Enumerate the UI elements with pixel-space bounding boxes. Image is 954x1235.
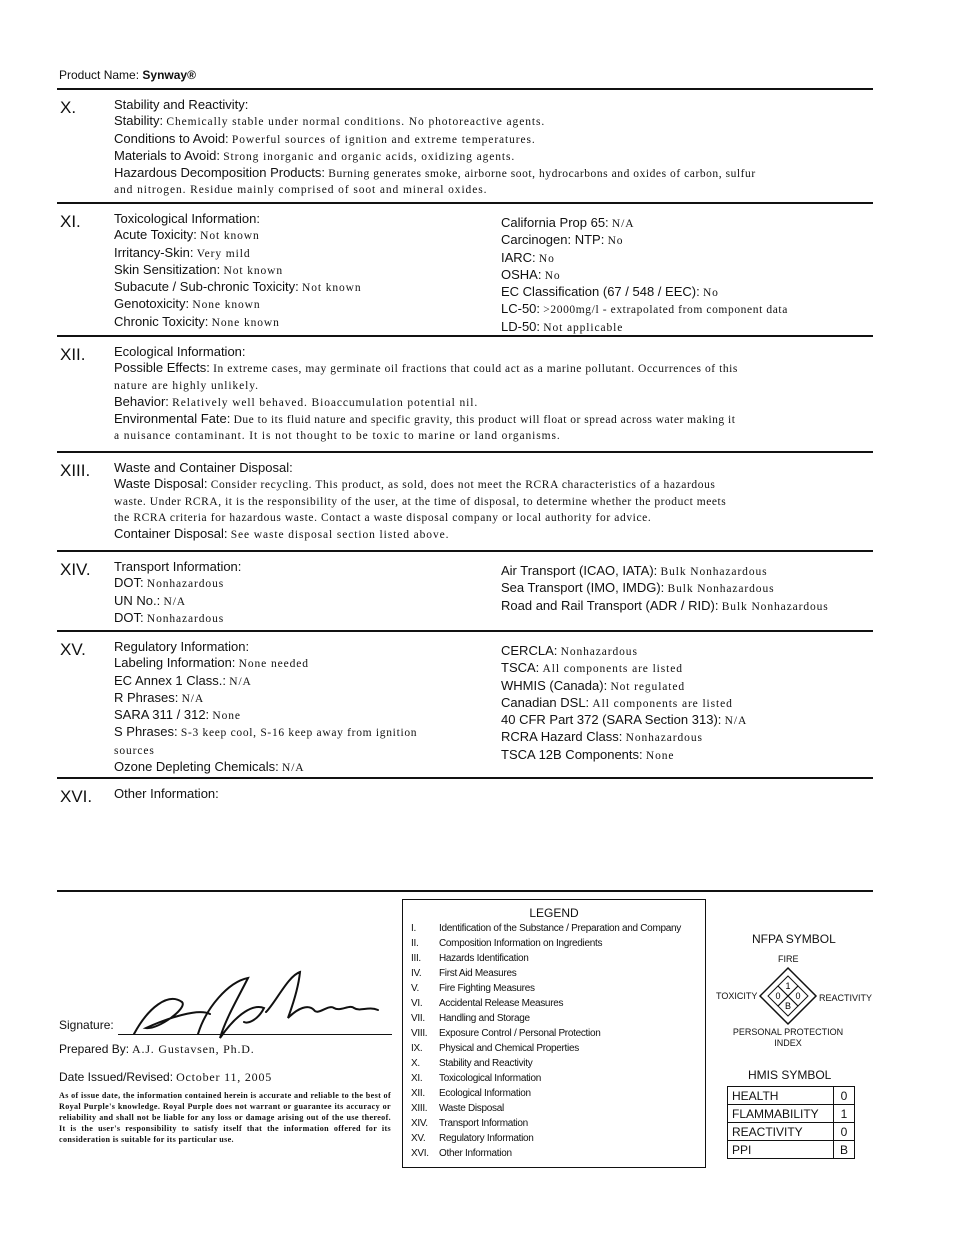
legend-item-number: V.: [411, 983, 419, 994]
field-value: Nonhazardous: [560, 646, 638, 658]
section-number: XI.: [60, 212, 81, 231]
nfpa-fire-value: 1: [785, 981, 791, 991]
section-title: Toxicological Information:: [114, 211, 260, 226]
section-title: Waste and Container Disposal:: [114, 460, 293, 475]
field-value: N/A: [181, 692, 205, 705]
nfpa-diamond-icon: [758, 966, 818, 1026]
legend-item-number: XII.: [411, 1088, 425, 1099]
field-value: Not known: [200, 230, 260, 243]
field-label: DOT:: [114, 609, 144, 625]
field-label: Acute Toxicity:: [114, 227, 197, 243]
hmis-row: [728, 1123, 855, 1141]
field-value-continued: a nuisance contaminant. It is not thought to be toxic to marine or land organisms.: [114, 430, 561, 443]
field-label: Container Disposal:: [114, 526, 228, 542]
field-label: RCRA Hazard Class:: [501, 729, 623, 745]
product-name: [59, 68, 196, 82]
field-value: N/A: [229, 675, 252, 688]
field-value: Chemically stable under normal conditions. No photoreactive agents.: [166, 116, 546, 129]
nfpa-reactivity-value: 0: [795, 991, 801, 1001]
hmis-table: [727, 1086, 855, 1159]
legend-item: [411, 1058, 532, 1069]
field-value-continued: and nitrogen. Residue mainly comprised of soot and mineral oxides.: [114, 184, 488, 197]
field-value: None needed: [238, 658, 309, 671]
section-number: XIV.: [60, 560, 91, 579]
nfpa-toxicity-value: 0: [775, 991, 781, 1001]
section-x: [57, 88, 873, 205]
field-label: Stability:: [114, 113, 164, 129]
section-xii: [57, 335, 873, 454]
field-value: Burning generates smoke, airborne soot, hydrocarbons and oxides of carbon, sulfur: [328, 168, 756, 181]
hmis-row-label: PPI: [728, 1141, 834, 1159]
field-value: None known: [192, 299, 261, 312]
field-label: R Phrases:: [114, 689, 179, 705]
field-label: Conditions to Avoid:: [114, 130, 229, 146]
legend-item: [411, 1073, 541, 1084]
field-value: Due to its fluid nature and specific gravity, this product will float or spread across water making it: [233, 414, 736, 427]
legend-item-text: Regulatory Information: [439, 1133, 534, 1144]
legend-item-number: XIII.: [411, 1103, 428, 1114]
legend-item-text: Handling and Storage: [439, 1013, 530, 1024]
hmis-row: [728, 1087, 855, 1105]
legend-item: [411, 1013, 530, 1024]
field-label: UN No.:: [114, 592, 161, 608]
field-label: Materials to Avoid:: [114, 147, 220, 163]
product-name-label: Product Name:: [59, 68, 140, 82]
hmis-row-value: 0: [834, 1123, 855, 1141]
legend-item-text: Hazards Identification: [439, 953, 529, 964]
field-value: None: [212, 710, 241, 723]
section-number: XVI.: [60, 787, 93, 806]
field-label: EC Classification (67 / 548 / EEC):: [501, 284, 700, 300]
legend-item-number: VII.: [411, 1013, 425, 1024]
nfpa-ppi-label-line: INDEX: [774, 1038, 802, 1048]
field-value: No: [607, 235, 624, 248]
field-value: Not known: [302, 282, 362, 295]
field-label: California Prop 65:: [501, 215, 609, 230]
section-xvi: [57, 777, 873, 839]
field-value: No: [702, 287, 719, 300]
section-xiii: [57, 451, 873, 553]
nfpa-special-value: B: [784, 1001, 792, 1011]
legend-item-text: Toxicological Information: [439, 1073, 541, 1084]
field-value: No: [538, 252, 555, 265]
legend-item: [411, 953, 529, 964]
field-label: OSHA:: [501, 266, 542, 282]
field-value: N/A: [163, 595, 186, 608]
legend-item-text: Waste Disposal: [439, 1103, 504, 1114]
legend-item: [411, 1088, 531, 1099]
legend-item-number: X.: [411, 1058, 420, 1069]
field-label: Skin Sensitization:: [114, 261, 221, 277]
date-issued: [59, 1070, 272, 1085]
legend-item: [411, 968, 516, 979]
signature-label: Signature:: [59, 1018, 114, 1032]
field-value: Nonhazardous: [625, 732, 703, 745]
section-xi: [57, 202, 873, 338]
section-number: XII.: [60, 345, 86, 364]
field-value: All components are listed: [592, 697, 733, 710]
field-label: Subacute / Sub-chronic Toxicity:: [114, 279, 299, 295]
legend-item: [411, 938, 602, 949]
legend-item: [411, 998, 563, 1009]
legend-item-text: Accidental Release Measures: [439, 998, 564, 1009]
section-title: Other Information:: [114, 786, 219, 801]
field-label: Ozone Depleting Chemicals:: [114, 759, 279, 775]
disclaimer-text: As of issue date, the information contained herein is accurate and reliable to the best of Royal Purple's knowledge. Royal Purple does not warrant or guarantee its accuracy or reliability and shall not be liable for any loss or damage arising out of the use thereof. It is the user's responsibility to satisfy itself that the information offered for its consideration is suitable for its particular use.: [59, 1091, 391, 1144]
legend-item-text: Identification of the Substance / Preparation and Company: [439, 923, 681, 934]
legend-item-text: Stability and Reactivity: [439, 1058, 533, 1069]
field-label: Carcinogen: NTP:: [501, 232, 605, 248]
field-value: Relatively well behaved. Bioaccumulation potential nil.: [172, 396, 479, 409]
field-label: LD-50:: [501, 318, 541, 334]
field-label: 40 CFR Part 372 (SARA Section 313):: [501, 712, 722, 728]
field-label: Air Transport (ICAO, IATA):: [501, 563, 658, 578]
prepared-by: [59, 1042, 255, 1057]
field-label: TSCA 12B Components:: [501, 746, 643, 762]
field-value-continued: waste. Under RCRA, it is the responsibility of the user, at the time of disposal, to determine whether the product meets: [114, 495, 727, 508]
legend-item: [411, 1118, 528, 1129]
section-xiv: [57, 550, 873, 633]
field-value: None known: [211, 316, 280, 329]
field-label: S Phrases:: [114, 724, 178, 740]
field-label: Canadian DSL:: [501, 694, 590, 710]
field-label: Irritancy-Skin:: [114, 244, 194, 260]
legend-title: LEGEND: [529, 906, 579, 920]
field-value: See waste disposal section listed above.: [230, 529, 450, 542]
section-number: X.: [60, 98, 77, 117]
field-value-continued: sources: [114, 744, 155, 757]
section-title: Transport Information:: [114, 559, 242, 574]
legend-item-text: Other Information: [439, 1148, 512, 1159]
field-label: SARA 311 / 312:: [114, 707, 210, 723]
nfpa-fire-label: FIRE: [778, 954, 799, 964]
legend-item-text: Exposure Control / Personal Protection: [439, 1028, 601, 1039]
hmis-row: [728, 1141, 855, 1159]
field-value: In extreme cases, may germinate oil fractions that could act as a marine pollutant. Occurrences of this: [213, 363, 738, 376]
legend-item-number: IX.: [411, 1043, 423, 1054]
legend-item-number: III.: [411, 953, 421, 964]
field-label: CERCLA:: [501, 643, 558, 658]
legend-item: [411, 1133, 534, 1144]
field-label: Genotoxicity:: [114, 296, 190, 312]
field-label: Environmental Fate:: [114, 411, 231, 427]
section-number: XIII.: [60, 461, 91, 480]
field-value: No: [544, 269, 561, 282]
field-value: Nonhazardous: [146, 578, 225, 591]
legend-box: [402, 899, 706, 1168]
legend-item-text: Composition Information on Ingredients: [439, 938, 603, 949]
field-label: TSCA:: [501, 660, 540, 676]
field-value: N/A: [282, 762, 305, 775]
legend-item-number: I.: [411, 923, 416, 934]
field-value: S-3 keep cool, S-16 keep away from ignition: [180, 727, 418, 740]
legend-item-text: Fire Fighting Measures: [439, 983, 535, 994]
legend-item-number: XIV.: [411, 1118, 428, 1129]
legend-item-text: First Aid Measures: [439, 968, 517, 979]
date-issued-value: October 11, 2005: [176, 1070, 273, 1084]
nfpa-reactivity-label: REACTIVITY: [819, 993, 873, 1003]
section-title: Regulatory Information:: [114, 639, 250, 654]
field-value: Nonhazardous: [146, 612, 225, 625]
field-label: Hazardous Decomposition Products:: [114, 165, 325, 181]
field-value: Very mild: [196, 247, 251, 260]
legend-item: [411, 983, 535, 994]
field-value: Not known: [223, 264, 284, 277]
legend-item: [411, 1043, 579, 1054]
field-value-continued: nature are highly unlikely.: [114, 379, 259, 392]
field-label: Road and Rail Transport (ADR / RID):: [501, 597, 719, 613]
field-label: LC-50:: [501, 301, 541, 317]
date-issued-label: Date Issued/Revised:: [59, 1070, 174, 1084]
legend-item: [411, 1148, 512, 1159]
legend-item-number: VI.: [411, 998, 423, 1009]
nfpa-toxicity-label: TOXICITY: [716, 991, 758, 1001]
legend-item: [411, 1028, 600, 1039]
hmis-row-label: HEALTH: [728, 1087, 834, 1105]
hmis-row-value: 0: [834, 1087, 855, 1105]
nfpa-title: NFPA SYMBOL: [752, 932, 836, 946]
field-value: None: [645, 749, 675, 762]
legend-item-text: Ecological Information: [439, 1088, 531, 1099]
legend-item: [411, 1103, 504, 1114]
field-label: Waste Disposal:: [114, 476, 208, 492]
field-label: Sea Transport (IMO, IMDG):: [501, 580, 665, 596]
legend-item-text: Physical and Chemical Properties: [439, 1043, 579, 1054]
field-value: Bulk Nonhazardous: [667, 583, 775, 596]
field-value: Not regulated: [610, 680, 686, 693]
field-value-continued: the RCRA criteria for hazardous waste. Contact a waste disposal company or local authority for advice.: [114, 511, 652, 524]
field-value: Consider recycling. This product, as sold, does not meet the RCRA characteristics of a hazardous: [210, 479, 716, 492]
field-label: Chronic Toxicity:: [114, 313, 209, 329]
hmis-title: HMIS SYMBOL: [748, 1068, 832, 1082]
field-value: Bulk Nonhazardous: [660, 566, 768, 578]
field-label: Labeling Information:: [114, 655, 236, 671]
prepared-by-label: Prepared By:: [59, 1042, 130, 1056]
hmis-row-label: REACTIVITY: [728, 1123, 834, 1141]
field-value: Strong inorganic and organic acids, oxidizing agents.: [223, 150, 516, 163]
field-label: Possible Effects:: [114, 360, 210, 376]
hmis-row-value: B: [834, 1141, 855, 1159]
field-value: All components are listed: [542, 663, 683, 676]
field-value: Powerful sources of ignition and extreme temperatures.: [231, 133, 536, 146]
section-xv: [57, 630, 873, 780]
section-number: XV.: [60, 640, 86, 659]
field-value: Not applicable: [543, 321, 624, 334]
prepared-by-value: A.J. Gustavsen, Ph.D.: [132, 1042, 255, 1056]
field-value: N/A: [611, 218, 635, 230]
nfpa-ppi-label-line: PERSONAL PROTECTION: [732, 1027, 844, 1037]
field-label: IARC:: [501, 249, 536, 265]
hmis-row-value: 1: [834, 1105, 855, 1123]
field-value: N/A: [724, 715, 748, 728]
legend-item-number: XI.: [411, 1073, 423, 1084]
hmis-row: [728, 1105, 855, 1123]
field-label: WHMIS (Canada):: [501, 677, 608, 693]
section-title: Stability and Reactivity:: [114, 97, 249, 112]
legend-item-number: II.: [411, 938, 419, 949]
product-name-value: Synway®: [142, 68, 196, 82]
legend-item-text: Transport Information: [439, 1118, 528, 1129]
legend-item-number: XV.: [411, 1133, 426, 1144]
legend-item-number: XVI.: [411, 1148, 429, 1159]
legend-item: [411, 923, 681, 934]
section-title: Ecological Information:: [114, 344, 246, 359]
signature-line: [118, 1034, 392, 1035]
field-label: EC Annex 1 Class.:: [114, 672, 226, 688]
divider: [57, 890, 873, 892]
nfpa-ppi-label: [732, 1027, 844, 1049]
handwritten-signature: [128, 968, 388, 1048]
legend-item-number: VIII.: [411, 1028, 428, 1039]
field-value: >2000mg/l - extrapolated from component data: [543, 304, 788, 317]
field-label: DOT:: [114, 575, 144, 591]
hmis-row-label: FLAMMABILITY: [728, 1105, 834, 1123]
field-value: Bulk Nonhazardous: [721, 600, 829, 613]
field-label: Behavior:: [114, 393, 169, 409]
legend-item-number: IV.: [411, 968, 422, 979]
